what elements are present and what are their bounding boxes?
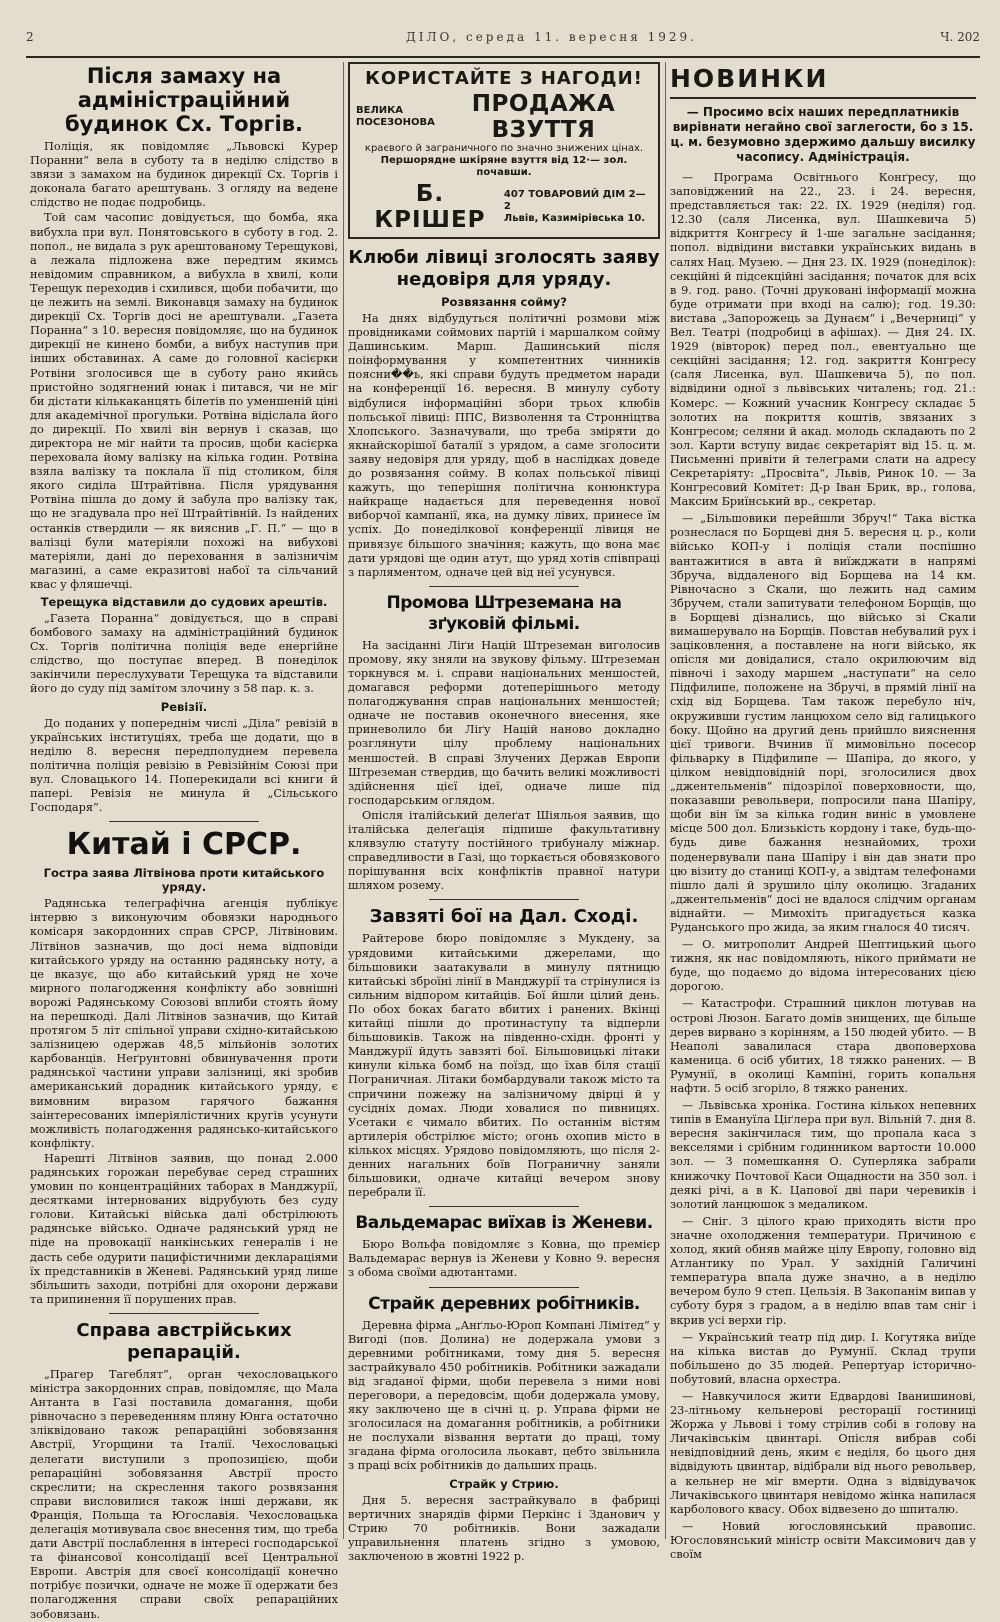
article-paragraph: Той сам часопис довідується, що бомба, яка вибухла при вул. Понятовського в суботу в год. 2. попол., не видала з рук арештованому Терещукові, а лежала підложена вже передтим якимсь невідомим справником, а вибухла в хвилі, коли Терещук переходив і схилився, щоби побачити, що це лежить на землі. Виконавця замаху на будинок дирекції Сх. Торгів досі не арештували. „Газета Поранна“ з 10. вересня повідомляє, що на будинок дирекції не кинено бомби, а вибух наступив при інших обставинах. А саме до головної касієрки Ротвіни зголосився ще в суботу рано якийсь пристойно зодягнений юнак і питався, чи не міг би дістати кількаканцять білетів по уменшеній ціні для академічної прогульки. Ротвіна відіслала його до дирекції. По хвилі він вернув і сказав, що директора не міг найти та просив, щоби касієрка переховала йому валізку на кілька годин. Ротвіна взяла валізку та поклала її під столиком, біля якого сиділа Штрайтівна. Після урядування Ротвіна пішла до дому й забула про валізку так, що не згадувала про неї Штрайтівній. Із найдених останків ствердили — як вияснив „Г. П.“ — що в валізці були матеріяли похожі на вибухові матеріяли, дані до переховання в залізничім магазині, а саме екразитові набої та сільчаний квас у фляшечці.	[30, 211, 338, 591]
article-subheading: Ревізії.	[160, 699, 208, 714]
ad-sale-type	[356, 105, 435, 129]
news-item: — „Більшовики перейшли Збруч!“ Така вістка рознеслася по Борщеві дня 5. вересня ц. р., коли військо КОП-у і поліція стали поспішно вантажитися в авта й виїжджати в напрямі Збруча, віддаленого від Борщева на 14 км. Рівночасно з Скали, що лежить над самим Збручем, стали запитувати телефоном Борщів, що в Борщеві дізнались, що військо зі Скали вимашерувало на Борщів. Повстав небувалий рух і заціковлення, а поставлене на ноги військо, як опісля ми довідалися, стало окрилюючим від півночі і заходу маршем „наступати“ на село Підфилипе, положене на Збручі, в прямій лінії на схід від Борщева. Там також перебуло ніч, окруживши густим ланцюхом село від галицького боку. Щойно на другий день прийшло вияснення цієї тривоги. Вчинив її мимовільно посесор фільварку в Підфилипе — Шапіра, до якого, у цілком невідповідній порі, зголосилися двох „джентельменів“ підозрілої поверховности, що, показавши револьвери, попросили пана Шапіру, щоби він їм за кілька годин виніс в умовлене місце 500 дол. Близькість кордону і таке, будь-що-будь диве бажання незнайомих, трохи поденервували пана Шапіру і він дав знати про цю візиту до станиці КОП-у, а звідтам телефонами пішло далі й зрушило цілу околицю. Згаданих „джентельменів“ досі не вдалося слідчим органам віднайти. — Мимохіть пригадується казка Руданського про жида, за яким гналося 40 тисяч.	[670, 512, 976, 934]
ad-row	[356, 91, 652, 143]
ad-address-line: 407 ТОВАРОВИЙ ДІМ 2—2	[503, 189, 646, 212]
ad-price: Першорядне шкіряне взуття від 12·— зол. почавши.	[380, 155, 628, 178]
column-middle	[348, 62, 660, 1563]
divider	[109, 821, 259, 822]
article-paragraph: На днях відбудуться політичні розмови між провідниками соймових партій і маршалком сойму Дашинським. Марш. Дашинський після поінформування у компетентних чинників поясни��ь, які справи будуть предметом наради на конференції 16. вересня. В минулу суботу відбулися інформаційні збори трьох клюбів польської лівиці: ППС, Визволення та Стронніцтва Хлопського. Зазначували, що треба зміряти до якнайскорішої баталії з урядом, а саме зголосити заяву недовіря для уряду, щоб в наслідках доведе до розвязання сойму. В колах польської лівиці кажуть, що теперішня політична конюнктура найкраще надається для переведення нової виборчої кампанії, яка, на думку лівих, принесе їм успіх. До понеділкової конференції лівиця не привязує більшого значіння; кажуть, що вона має дати урядові ще один атут, що уряд хотів співпраці з парляментом, одначе цей від неї усунувся.	[348, 312, 660, 579]
ad-address-line: Львів, Казимірівська 10.	[503, 213, 646, 224]
column-divider	[343, 62, 344, 1539]
news-item: — Львівська хроніка. Гостина кількох непевних типів в Емануїла Ціґлера при вул. Вільній 7. дня 8. вересня закінчилася тим, що пропала каса з векселями і срібним годинником вартости 10.000 зол. — З помешкання О. Суперляка забрали книжочку Почтової Каси Ощадности на 350 зол. і деякі річі, а в К. Цапової дві пари черевиків і золотий ланцюшок з медаликом.	[670, 1099, 976, 1211]
article-paragraph: Нарешті Літвінов заявив, що понад 2.000 радянських горожан перебуває серед страшних умовин по концентраційних таборах в Манджурії, десятками інтернованих відрубують без суду голови. Китайські війська далі обстрілюють радянське військо. Одначе радянський уряд не піде на провокації нанкінських генералів і не дасть себе одурити пацифістичними деклараціями їх представників в Женеві. Радянський уряд лише збільшить заходи, потрібні для охорони держави та припинення її порушених прав.	[30, 1151, 338, 1306]
ad-description: краєвого й заграничного по значно знижених цінах.	[364, 143, 644, 154]
article-title: Завзяті бої на Дал. Сході.	[369, 906, 639, 928]
ad-great: ВЕЛИКА	[356, 105, 404, 116]
divider	[109, 1313, 259, 1314]
ad-row	[356, 181, 652, 233]
news-item: — Катастрофи. Страшний циклон лютував на острові Люзон. Багато домів знищених, ще більше дерев вирвано з корінням, а 150 людей убито. — В Неаполі завалилася стара двоповерхова каменица. 6 осіб убитих, 18 тяжко ранених. — В Румунії, в околиці Кампіні, горить копальня нафти. 5 осіб згоріло, 8 тяжко ранених.	[670, 997, 976, 1095]
news-item: — Новий югословянський правопис. Югословянський міністр освіти Максимович дав у своїм	[670, 1519, 976, 1561]
article-title: Страйк деревних робітників.	[368, 1293, 640, 1314]
article-title: Після замаху на адміністраційний будинок Сх. Торгів.	[65, 64, 303, 136]
ad-sale-title: ПРОДАЖА ВЗУТТЯ	[471, 91, 616, 143]
article-paragraph: Радянська телеграфічна агенція публікує інтервю з виконуючим обовязки народнього комісаря закордонних справ СРСР, Літвіновим. Літвінов зазначив, що досі нема відповіди китайського уряду на останню радянську ноту, а це вказує, що або китайський уряд не хоче мирного полагодження конфлікту або зовнішні ворожі Радянському Союзові вплиби стоять йому на перешкоді. Далі Літвінов зазначив, що Китай протягом 5 літ спільної управи східно-китайською залізницею одержав 48,5 мільйонів золотих карбованців. Неґрунтовні обвинувачення проти радянської частини управи залізниці, які зробив американський дорадник китайського уряду, є вимовним виразом гарячого бажання заінтересованих імперіялістичних кругів усунути можливість полагодження радянсько-китайського конфлікту.	[30, 897, 338, 1150]
column-right	[670, 62, 976, 1561]
subscriber-notice: — Просимо всіх наших передплатників вирівнати негайно свої заглегости, бо з 15. ц. м. безумовно здержимо дальшу висилку часопису. Адміністрація.	[670, 105, 976, 164]
article-paragraph: Райтерове бюро повідомляє з Мукдену, за урядовими китайськими джерелами, що більшовики заатакували в минулу пятницю китайські зброїні лінії в Манджурії та стрінулися із сильним відпором китайців. Бої йшли цілий день. По обох боках багато вбитих і ранених. Вкінці китайці пішли до протинаступу та відперли більшовиків. Також на південно-східн. фронті у Манджурії йдуть завзяті бої. Більшовицькі літаки кинули кілька бомб на поїзд, що їхав біля стації Пограничная. Літаки бомбардували також місто та спричини пожежу на залізничому двірці й у сусідніх домах. Люди ховалися по пивницях. Усетаки є чимало вбитих. По останнім вістям артилерія обстрілює місто; огонь охопив місто в кількох місцях. Урядово повідомляють, що після 2-денних нагальних боїв Пограничну заняли більшовики, одначе китайці вечером знову перебрали її.	[348, 932, 660, 1200]
column-divider	[665, 62, 666, 1539]
article-title: Промова Штреземана на зґуковій фільмі.	[386, 592, 622, 634]
article-title: Клюби лівиці зголосять заяву недовіря для уряду.	[348, 247, 660, 290]
news-item: — Програма Освітнього Конґресу, що заповіджений на 22., 23. і 24. вересня, представляється так: 22. IX. 1929 (неділя) год. 12.30 (саля Лисенка, вул. Шашкевича 5) відкриття Конгресу й 1-ше загальне засідання; попол. відвідини виставки українських видань в салях Нац. Музею. — Дня 23. IX. 1929 (понеділок): секційні й підсекційні засідання; початок для всіх в 9. год. рано. (Точні друковані інформації можна буде отримати при вході на салю); год. 19.30: вистава „Запорожець за Дунаєм“ і „Вечерниці“ у Вел. Театрі (подробиці в афішах). — Дня 24. IX. 1929 (вівторок) перед пол., евентуально ще секційні засідання; 12. год. закриття Конгресу (саля Лисенка, вул. Шашкевича 5), по пол. відвідини одної з львівських читалень; год. 21.: Комерс. — Кожний учасник Конгресу складає 5 золотих на покриття коштів, звязаних з Конгресом; селяни й акад. молодь складають по 2 зол. Карти вступу видає секретаріят від 15. ц. м. Письменні привіти й телеграми слати на адресу Секретаріяту: „Просвіта“, Львів, Ринок 10. — За Конгресовий Комітет: Д-р Іван Брик, вр., голова, Максим Бриїнський вр., секретар.	[670, 171, 976, 509]
article-paragraph: До поданих у попереднім числі „Діла“ ревізій в українських інституціях, треба ще додати, що в неділю 8. вересня передполуднем перевела політична поліція ревізію в Ревізійнім Союзі при вул. Словацького 14. Поперекидали всі книги й папері. Ревізія не минула й „Сільського Господаря“.	[30, 716, 338, 815]
masthead	[26, 30, 980, 50]
ad-merchant-name: Б. КРІШЕР	[374, 181, 486, 233]
column-left	[30, 62, 338, 1621]
masthead-rule	[26, 56, 980, 58]
divider	[429, 899, 579, 900]
page-number-left: 2	[26, 30, 34, 44]
article-paragraph: Поліція, як повідомляє „Львовскі Курер Поранни“ вела в суботу та в неділю слідство в звязи з замахом на будинок дирекції Сх. Торгів і доконала багато арештувань. З огляду на ведене слідство не подає подробиць.	[30, 140, 338, 210]
article-subheading: Гостра заява Літвінова проти китайського уряду.	[43, 866, 325, 895]
article-paragraph: Опісля італійський делеґат Шіяльоя заявив, що італійська делеґація підпише факультативну клявзулю статуту постійного трибуналу міжнар. справедливости в Газі, що торкається обовязкового порішування всіх конфліктів правної натури шляхом розему.	[348, 808, 660, 893]
news-item: — Сніг. З цілого краю приходять вісти про значне охолодження температури. Причиною є холод, який обняв майже цілу Европу, головно від Атлантику по Урал. У західній Галичині температура впала дуже значно, а в неділю вечером було 9 степ. Цельзія. В Закопанім випав у суботу буря з градом, а в неділю впав там сніг і вкрив усі верхи гір.	[670, 1214, 976, 1327]
article-title: Справа австрійських репарацій.	[76, 1319, 292, 1363]
divider	[429, 1287, 579, 1288]
ad-post-season: ПОСЕЗОНОВА	[356, 117, 435, 128]
article-paragraph: Бюро Вольфа повідомляє з Ковна, що премієр Вальдемарас вернув із Женеви у Ковно 9. вересня з обома своїми адютантами.	[348, 1238, 660, 1280]
article-subheading: Терещука відставили до судових арештів.	[40, 595, 328, 609]
article-title: Вальдемарас виїхав із Женеви.	[355, 1213, 653, 1234]
ad-headline: КОРИСТАЙТЕ З НАГОДИ!	[365, 68, 643, 89]
article-paragraph: Дня 5. вересня застрайкувало в фабриці вертичних знарядів фірми Перкінс і Зданович у Стрию 70 робітників. Вони зажадали управильнення платень згідно з умовою, заключеною в жовтні 1922 р.	[348, 1493, 660, 1563]
divider	[429, 1206, 579, 1207]
article-paragraph: „Прагер Тагеблят“, орган чехословацького міністра закордонних справ, повідомляє, що Мала Антанта в Газі поставила домагання, щоби рівночасно з переведенням пляну Юнга остаточно зліквідовано також репараційні зобовязання Австрії, Угорщини та Італії. Чехословацькі делегати виступили з пропозицією, щоби репараційні зобовязання Австрії просто скреслити; на скреслення такого розвязання справи висловилися також інші держави, як Франція, Польща та Югославія. Чехословацька делегація мотивувала своє внесення тим, що треба дати Австрії послаблення в інтересі господарської та фінансової консолідації всеї Центральної Европи. Австрія для своєї консолідації конечно потрібує позички, одначе не може її одержати без полагодження справи своїх репараційних зобовязань.	[30, 1367, 338, 1621]
shoe-sale-advertisement	[348, 62, 660, 239]
divider	[429, 586, 579, 587]
news-section-title: НОВИНКИ	[670, 64, 976, 99]
masthead-title: ДІЛО, середа 11. вересня 1929.	[406, 30, 697, 44]
news-item: — Навкучилося жити Едвардові Іванишинові, 23-літньому кельнерові ресторації гостиниці Жоржа у Львові і тому стрілив собі в голову на Личаківськім цвинтарі. Опісля вибрав собі невідповідний день, яким є неділя, бо цього дня відвідують цвинтар, відібрали від нього револьвер, а кельнер не міг вмерти. Одна з відвідувачок Личаківського цвинтаря невідомо жінка напилася карболового квасу. Обох відвезено до шпиталю.	[670, 1389, 976, 1516]
article-paragraph: Деревна фірма „Анґльо-Юроп Компані Лімітед“ у Вигоді (пов. Долина) не додержала умови з деревними робітниками, тому дня 5. вересня застрайкувало 450 робітників. Робітники зажадали від згаданої фірми, щоби перевела з ними нові переговори, а передовсім, щоби додержала умову, яку заключено ще в січні ц. р. Управа фірми не зголосилася на домагання робітників, а робітники не послухали візвання вертати до праці, тому згадана фірма оголосила льокавт, цебто звільнила з праці всіх робітників до дальших праць.	[348, 1318, 660, 1473]
ad-address	[504, 189, 652, 225]
news-item: — О. митрополит Андрей Шептицький цього тижня, як нас повідомляють, нікого приймати не буде, що подаємо до відома інтересованих цією дорогою.	[670, 938, 976, 994]
article-title: Китай і СРСР.	[66, 827, 302, 863]
news-item: — Український театр під дир. І. Когутяка виїде на кілька вистав до Румунії. Склад трупи побільшено до 35 людей. Репертуар історично-побутовий, власна орхестра.	[670, 1330, 976, 1386]
page-number-right: Ч. 202	[940, 30, 980, 44]
article-subheading: Розвязання сойму?	[441, 295, 567, 309]
article-subheading: Страйк у Стрию.	[449, 1476, 559, 1491]
article-paragraph: „Газета Поранна“ довідується, що в справі бомбового замаху на адміністраційний будинок Сх. Торгів політична поліція веде енергійне слідство, що поступає вперед. В понеділок закінчили переслухувати Терещука та відставили його до суду під замітом злочину з 58 пар. к. з.	[30, 612, 338, 696]
article-paragraph: На засіданні Ліґи Націй Штреземан виголосив промову, яку зняли на звукову фільму. Штреземан торкнувся м. і. справи національних меншостей, домагався реформи дотеперішнього методу полагоджування справ національних меншостей; одначе не поставив оконечного внесення, яке приневолило би Ліґу Націй наново докладно розглянути цілу проблему національних меншостей. В справі Злучених Держав Европи Штреземан ствердив, що бачить великі можливості здійснення цієї ідеї, одначе лише під господарським оглядом.	[348, 638, 660, 807]
